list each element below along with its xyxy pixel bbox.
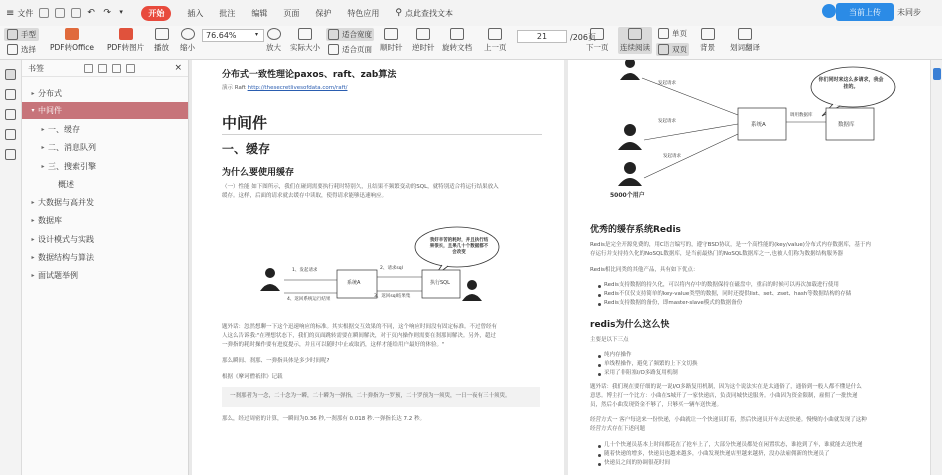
background-label: 背景 bbox=[700, 43, 715, 52]
paragraph: 经营方式存在下述问题 bbox=[590, 426, 646, 432]
actual-size-icon bbox=[298, 28, 312, 40]
cloud-icon[interactable] bbox=[822, 4, 836, 18]
bookmark-title: 书签 bbox=[28, 63, 44, 73]
fit-width-icon bbox=[328, 29, 339, 40]
bookmark-tools bbox=[84, 64, 140, 73]
paragraph: 员，然后小曲发现资金不够了，只够买一辆车送快递。 bbox=[590, 402, 723, 408]
search-panel-icon[interactable] bbox=[5, 149, 16, 160]
diagram-label: 调用数据库 bbox=[790, 113, 813, 118]
paragraph: （一）性能 如下图所示，我们在碰到需要执行耗时特别久，且结果不频繁变动的SQL，就特别适合将运行结果放入 bbox=[222, 184, 499, 190]
chevron-icon[interactable]: ▸ bbox=[41, 144, 45, 151]
zoom-input[interactable]: 76.64% bbox=[202, 29, 264, 42]
paragraph: 题外话：我们现在要仔细的说一说I/O多路复用机制，因为这个说法实在是太通俗了，通俗到一般人都不懂是什么 bbox=[590, 384, 862, 390]
paragraph: 存运行并支持持久化的NoSQL数据库，是当前最热门的NoSQL数据库之一,也被人们称为数据结构服务器 bbox=[590, 251, 843, 257]
fit-width-label: 适合宽度 bbox=[342, 30, 372, 39]
zoom-out-icon bbox=[181, 28, 195, 40]
add-bookmark-icon[interactable] bbox=[112, 64, 121, 73]
paragraph: 经营方式一 客户每送来一份快递，小曲就让一个快递员盯着，然后快递员开车去送快递。慢慢的小曲就发现了这种 bbox=[590, 417, 867, 423]
background-button[interactable] bbox=[700, 28, 715, 53]
chevron-icon[interactable]: ▸ bbox=[31, 90, 35, 97]
pdf-to-office-button[interactable] bbox=[50, 28, 94, 53]
hand-label: 手型 bbox=[21, 30, 36, 39]
paragraph: 那么，经过周密的计算，一瞬间为0.36 秒,一刹那有 0.018 秒.一弹指长达 7.2 秒。 bbox=[222, 416, 425, 422]
bubble-text: 我好辛苦的耗时，并且执行结果很长，且果几十个数据都不会改变 bbox=[429, 238, 489, 255]
scrollbar-thumb[interactable] bbox=[933, 68, 941, 80]
paragraph: 意思。博主打一个比方：小曲在S城开了一家快递店，负责同城快送服务。小曲因为资金限制，雇佣了一批快递 bbox=[590, 393, 858, 399]
bookmark-label: 中间件 bbox=[38, 106, 62, 115]
demo-prefix: 演示 Raft bbox=[222, 85, 246, 91]
single-page-icon bbox=[658, 28, 669, 39]
paragraph: 主要是以下三点 bbox=[590, 337, 629, 343]
demo-link[interactable]: http://thesecretlivesofdata.com/raft/ bbox=[247, 85, 348, 91]
pdf-image-icon bbox=[119, 28, 133, 40]
bullet bbox=[598, 364, 601, 367]
bookmark-item[interactable] bbox=[22, 249, 188, 266]
bookmark-panel bbox=[22, 60, 189, 475]
bullet bbox=[598, 373, 601, 376]
attachment-icon[interactable] bbox=[5, 129, 16, 140]
pdf-office-icon bbox=[65, 28, 79, 40]
next-page-label: 下一页 bbox=[586, 43, 609, 52]
cursor-icon bbox=[7, 44, 18, 55]
annotation-icon[interactable] bbox=[5, 109, 16, 120]
diagram-label: 发起请求 bbox=[658, 119, 676, 124]
tab-start[interactable]: 开始 bbox=[141, 6, 171, 21]
rotate-doc-icon bbox=[450, 28, 464, 40]
bullet bbox=[598, 463, 601, 466]
actual-size-label: 实际大小 bbox=[290, 43, 320, 52]
delete-bookmark-icon[interactable] bbox=[126, 64, 135, 73]
list-item: 单线程操作，避免了频繁的上下文切换 bbox=[604, 361, 698, 367]
diagram-label: 5000个用户 bbox=[610, 192, 645, 199]
bookmark-label: 概述 bbox=[58, 180, 74, 189]
paragraph: 那么瞬间、刹那、一弹指具体是多少时间呢? bbox=[222, 358, 330, 364]
quote-text: 一刹那者为一念，二十念为一瞬，二十瞬为一弹指，二十弹指为一罗预，二十罗预为一须臾，一日一夜有三十须臾。 bbox=[230, 393, 511, 399]
actual-size-button[interactable] bbox=[290, 28, 320, 53]
cache-heading: 一、缓存 bbox=[222, 142, 271, 156]
paragraph: Redis是完全开源免费的，用C语言编写的，遵守BSD协议，是一个高性能的(key/value)分布式内存数据库，基于内 bbox=[590, 242, 871, 248]
pdf-to-office-label: PDF转Office bbox=[50, 43, 95, 52]
double-page-button[interactable] bbox=[656, 43, 689, 56]
dropdown-icon[interactable]: ▾ bbox=[119, 8, 123, 16]
zoom-in-icon bbox=[267, 28, 281, 40]
rotate-ccw-label: 逆时针 bbox=[412, 43, 435, 52]
upload-button[interactable]: 当前上传 bbox=[836, 3, 894, 21]
bookmark-item[interactable] bbox=[22, 194, 188, 211]
bookmark-label: 大数据与高并发 bbox=[38, 198, 94, 207]
prev-page-button[interactable] bbox=[484, 28, 507, 53]
rotate-ccw-icon bbox=[416, 28, 430, 40]
undo-icon[interactable]: ↶ bbox=[87, 8, 95, 18]
arrow-down-icon bbox=[590, 28, 604, 40]
translate-label: 划词翻译 bbox=[730, 43, 760, 52]
paragraph: Redis相比同类的其他产品，具有如下优点： bbox=[590, 267, 699, 273]
bookmark-label: 数据库 bbox=[38, 216, 62, 225]
fit-page-label: 适合页面 bbox=[342, 45, 372, 54]
bookmark-item[interactable] bbox=[22, 85, 188, 102]
list-item: 几十个快递员基本上时间都花在了抢车上了，大部分快递员都处在闲置状态，谁抢到了车，谁就能去送快递 bbox=[604, 442, 863, 448]
diagram-label: 2、请求sql bbox=[380, 266, 403, 271]
page-number-input[interactable]: 21 bbox=[517, 30, 567, 43]
bookmark-label: 二、消息队列 bbox=[48, 143, 96, 152]
menu-file[interactable] bbox=[6, 8, 33, 19]
play-icon bbox=[155, 28, 169, 40]
user-body-icon bbox=[618, 142, 642, 150]
rotate-doc-label: 旋转文档 bbox=[442, 43, 472, 52]
select-label: 选择 bbox=[21, 45, 36, 54]
section-heading: 分布式一致性理论paxos、raft、zab算法 bbox=[222, 70, 397, 80]
collapse-all-icon[interactable] bbox=[98, 64, 107, 73]
bullet bbox=[598, 445, 601, 448]
bullet bbox=[598, 285, 601, 288]
double-page-label: 双页 bbox=[672, 45, 687, 54]
why-cache-heading: 为什么要使用缓存 bbox=[222, 168, 295, 178]
bookmark-item[interactable] bbox=[22, 212, 188, 229]
bookmark-item[interactable] bbox=[22, 139, 188, 156]
tab-features[interactable]: 特色应用 bbox=[347, 8, 380, 18]
redis-fast-heading: redis为什么这么快 bbox=[590, 320, 670, 330]
chevron-icon[interactable]: ▾ bbox=[31, 107, 35, 114]
fit-width-button[interactable] bbox=[326, 28, 374, 41]
list-item: 采用了非阻塞I/O多路复用机制 bbox=[604, 370, 678, 376]
diagram-label: 1、发起请求 bbox=[292, 268, 318, 273]
redo-icon[interactable]: ↷ bbox=[103, 8, 111, 18]
play-button[interactable] bbox=[154, 28, 169, 53]
bookmark-panel-icon[interactable] bbox=[5, 69, 16, 80]
translate-icon bbox=[738, 28, 752, 40]
diagram-label: 数据库 bbox=[838, 122, 855, 128]
fit-page-icon bbox=[328, 44, 339, 55]
user-body-icon bbox=[620, 73, 640, 80]
open-icon[interactable] bbox=[39, 8, 49, 18]
bullet bbox=[598, 454, 601, 457]
list-item: 快递员之间的协调很花时间 bbox=[604, 460, 671, 466]
search-placeholder: 点此查找文本 bbox=[404, 8, 453, 18]
diagram-label: 执行SQL bbox=[430, 280, 450, 286]
search-box[interactable] bbox=[395, 8, 453, 19]
divider bbox=[222, 134, 542, 135]
tab-edit[interactable]: 编辑 bbox=[251, 8, 268, 18]
arrow-line bbox=[642, 78, 738, 115]
select-tool[interactable] bbox=[7, 44, 36, 55]
chevron-icon[interactable]: ▸ bbox=[31, 272, 35, 279]
expand-all-icon[interactable] bbox=[84, 64, 93, 73]
side-rail bbox=[0, 60, 22, 475]
server-figure-icon bbox=[467, 280, 477, 290]
paragraph: 人这么告诉我:"在理想状态下，我们的页面跳转需要在瞬间解决，对于页内操作则需要在刹那间解决。另外，超过 bbox=[222, 333, 496, 339]
list-item: 随着快递的增多，快递员也越来越多，小曲发现快递店里越来越挤，没办法雇佣新的快递员了 bbox=[604, 451, 830, 457]
diagram-label: 发起请求 bbox=[658, 81, 676, 86]
rotate-cw-icon bbox=[384, 28, 398, 40]
list-item: Redis不仅仅支持简单的key-value类型的数据，同时还提供list、set、zset、hash等数据结构的存储 bbox=[604, 291, 852, 297]
vertical-scrollbar[interactable] bbox=[930, 60, 942, 475]
single-page-label: 单页 bbox=[672, 29, 687, 38]
chevron-icon[interactable]: ▸ bbox=[31, 236, 35, 243]
user-figure-icon bbox=[625, 60, 635, 68]
user-figure-icon bbox=[265, 268, 275, 278]
bookmark-item[interactable] bbox=[22, 158, 188, 175]
paragraph: 根据《摩诃僧祇律》记载 bbox=[222, 374, 283, 380]
menu-icon: ≡ bbox=[6, 7, 15, 19]
zoom-in-button[interactable] bbox=[266, 28, 281, 53]
redis-heading: 优秀的缓存系统Redis bbox=[590, 225, 681, 235]
toolbar bbox=[0, 26, 942, 60]
bookmark-label: 一、缓存 bbox=[48, 125, 80, 134]
sync-status[interactable]: 未同步 bbox=[897, 8, 921, 17]
search-icon: ⚲ bbox=[395, 8, 402, 18]
bullet bbox=[598, 355, 601, 358]
document-page-left bbox=[192, 60, 564, 475]
zoom-dropdown-icon[interactable]: ▾ bbox=[255, 31, 259, 38]
pdf-to-image-button[interactable] bbox=[107, 28, 144, 53]
continuous-read-button[interactable] bbox=[618, 27, 652, 54]
hand-icon bbox=[7, 29, 18, 40]
bullet bbox=[598, 303, 601, 306]
bookmark-item-active[interactable] bbox=[22, 102, 188, 119]
arrow-up-icon bbox=[488, 28, 502, 40]
diagram-label: 系统A bbox=[347, 280, 361, 286]
zoom-out-label: 缩小 bbox=[180, 43, 195, 52]
rotate-ccw-button[interactable] bbox=[412, 28, 435, 53]
bookmark-header bbox=[22, 60, 188, 77]
bookmark-label: 分布式 bbox=[38, 89, 62, 98]
hand-tool[interactable] bbox=[4, 28, 39, 41]
rotate-cw-button[interactable] bbox=[380, 28, 403, 53]
fit-page-button[interactable] bbox=[328, 44, 372, 55]
background-icon bbox=[701, 28, 715, 40]
diagram-label: 3、返回sql结果集 bbox=[374, 294, 411, 299]
paragraph: 题外话：忽然想聊一下这个迅速响应的标准。其实根据交互效果的不同，这个响应时间没有固定标准。不过曾经有 bbox=[222, 324, 498, 330]
pdf-to-image-label: PDF转图片 bbox=[107, 43, 145, 52]
rotate-cw-label: 顺时针 bbox=[380, 43, 403, 52]
tab-insert[interactable]: 插入 bbox=[187, 8, 204, 18]
next-page-button[interactable] bbox=[586, 28, 609, 53]
chevron-icon[interactable]: ▸ bbox=[31, 199, 35, 206]
rotate-doc-button[interactable] bbox=[442, 28, 472, 53]
chapter-heading: 中间件 bbox=[222, 114, 268, 132]
list-item: Redis支持数据的持久化，可以将内存中的数据保持在磁盘中，重启的时候可以再次加载进行使用 bbox=[604, 282, 839, 288]
menu-bar bbox=[0, 0, 942, 26]
zoom-in-label: 放大 bbox=[266, 43, 281, 52]
tab-page[interactable]: 页面 bbox=[283, 8, 300, 18]
document-viewport[interactable] bbox=[189, 60, 930, 475]
chevron-icon[interactable]: ▸ bbox=[31, 254, 35, 261]
diagram-label: 发起请求 bbox=[663, 154, 681, 159]
user-body-icon bbox=[260, 284, 280, 291]
chevron-icon[interactable]: ▸ bbox=[41, 163, 45, 170]
prev-page-label: 上一页 bbox=[484, 43, 507, 52]
bubble-text: 你们同时来这么多请求，我会挂的。 bbox=[818, 77, 884, 90]
bookmark-label: 面试题举例 bbox=[38, 271, 78, 280]
continuous-icon bbox=[628, 28, 642, 40]
diagram-label: 4、返回系统运行结果 bbox=[287, 297, 331, 302]
chevron-icon[interactable]: ▸ bbox=[41, 126, 45, 133]
bookmark-item[interactable] bbox=[22, 231, 188, 248]
server-body-icon bbox=[462, 294, 482, 301]
double-page-icon bbox=[658, 44, 669, 55]
bookmark-label: 三、搜索引擎 bbox=[48, 162, 96, 171]
print-icon[interactable] bbox=[71, 8, 81, 18]
bookmark-label: 数据结构与算法 bbox=[38, 253, 94, 262]
user-figure-icon bbox=[624, 124, 636, 136]
bookmark-item[interactable] bbox=[22, 176, 188, 193]
continuous-label: 连续阅读 bbox=[620, 43, 650, 52]
list-item: 纯内存操作 bbox=[604, 352, 632, 358]
menu-file-label: 文件 bbox=[17, 8, 34, 18]
translate-button[interactable] bbox=[730, 28, 760, 53]
document-page-right bbox=[568, 60, 930, 475]
tab-annotate[interactable]: 批注 bbox=[219, 8, 236, 18]
arrow-line bbox=[644, 124, 738, 140]
thumbnail-icon[interactable] bbox=[5, 89, 16, 100]
arrow-line bbox=[644, 134, 738, 178]
page-total: /206页 bbox=[570, 33, 596, 42]
user-body-icon bbox=[618, 178, 642, 186]
bookmark-item[interactable] bbox=[22, 121, 188, 138]
user-figure-icon bbox=[624, 162, 636, 174]
save-icon[interactable] bbox=[55, 8, 65, 18]
paragraph: 一弹指的耗时操作要有进度提示，并且可以随时中止或取消，这样才能给用户最好的体验。" bbox=[222, 342, 445, 348]
bullet bbox=[598, 294, 601, 297]
single-page-button[interactable] bbox=[658, 28, 687, 39]
bookmark-label: 设计模式与实践 bbox=[38, 235, 94, 244]
chevron-icon[interactable]: ▸ bbox=[31, 217, 35, 224]
demo-line bbox=[222, 84, 348, 93]
diagram-label: 系统A bbox=[751, 122, 766, 128]
play-label: 播放 bbox=[154, 43, 169, 52]
zoom-out-button[interactable] bbox=[180, 28, 195, 53]
close-icon[interactable]: × bbox=[174, 63, 182, 73]
list-item: Redis支持数据的备份，即master-slave模式的数据备份 bbox=[604, 300, 743, 306]
quote-block bbox=[222, 387, 540, 407]
bookmark-item[interactable] bbox=[22, 267, 188, 284]
paragraph: 缓存。这样，后面的请求就去缓存中读取，使得请求能够迅速响应。 bbox=[222, 193, 388, 199]
tab-protect[interactable]: 保护 bbox=[315, 8, 332, 18]
